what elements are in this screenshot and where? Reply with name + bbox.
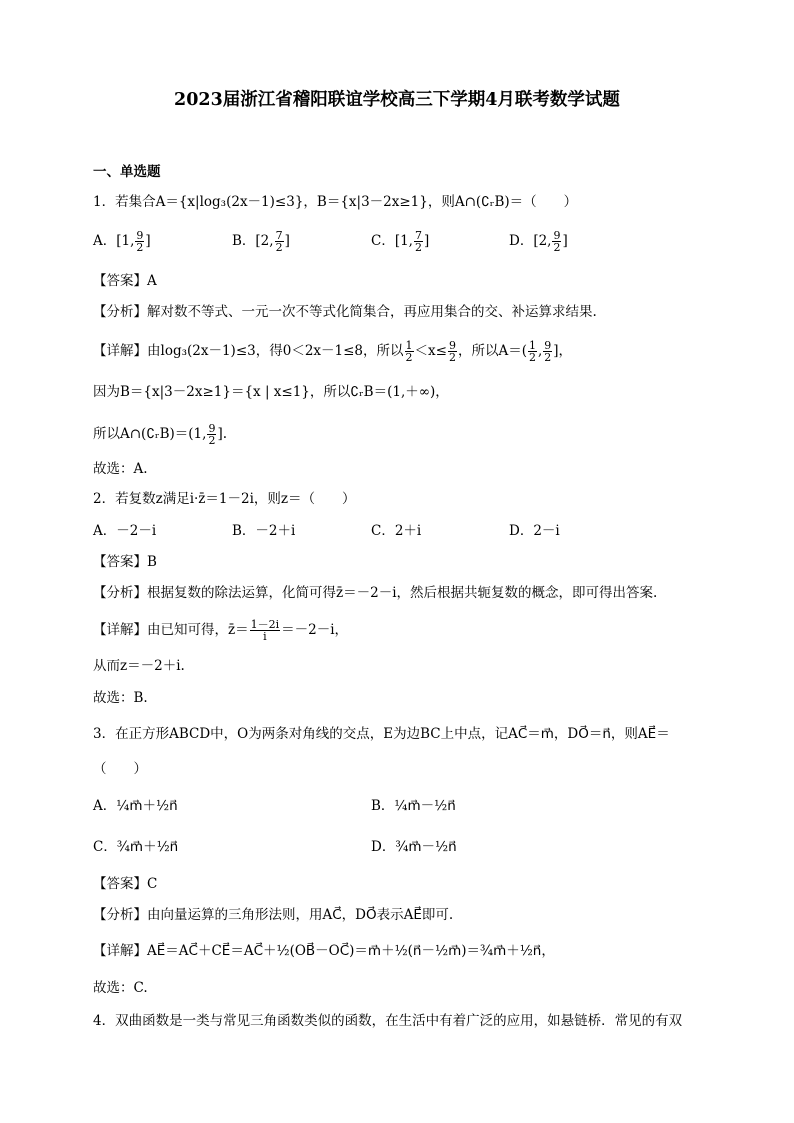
q2-detail-line-2: 从而z＝－2＋i. (93, 658, 185, 674)
q3-choice: 故选：C. (93, 980, 148, 996)
q1-option-d: D．[2, $\frac{9}{2}$ ] (509, 229, 568, 254)
section-heading: 一、单选题 (93, 164, 161, 180)
q2-option-a: A．－2－i (93, 523, 157, 539)
q1-option-a: A．[1, $\frac{9}{2}$ ] (93, 229, 151, 254)
q3-stem: 3．在正方形ABCD中，O为两条对角线的交点，E为边BC上中点，记AC⃗＝m⃗，DO⃗＝n⃗，则AE⃗＝ (93, 726, 670, 742)
q1-stem: 1．若集合A＝{x|log₃(2x－1)≤3}，B＝{x|3－2x≥1}，则A∩(∁ᵣB)＝（ ） (93, 194, 578, 210)
q2-detail-line-1: 【详解】由已知可得，z̄＝ $\frac{1-2i}{i}$ ＝－2－i， (93, 618, 349, 643)
page-title: 2023届浙江省稽阳联谊学校高三下学期4月联考数学试题 (174, 90, 620, 110)
q3-option-d: D．¾m⃗－½n⃗ (371, 839, 457, 855)
q2-stem: 2．若复数z满足i·z̄＝1－2i，则z＝（ ） (93, 491, 356, 507)
q2-option-c: C．2＋i (371, 523, 422, 539)
q1-choice: 故选：A. (93, 461, 148, 477)
q3-option-b: B．¼m⃗－½n⃗ (371, 798, 456, 814)
q1-answer: 【答案】A (93, 273, 157, 289)
q3-option-a: A．¼m⃗＋½n⃗ (93, 798, 178, 814)
q3-option-c: C．¾m⃗＋½n⃗ (93, 839, 179, 855)
q1-analysis: 【分析】解对数不等式、一元一次不等式化简集合，再应用集合的交、补运算求结果. (93, 304, 597, 320)
q1-option-b: B．[2, $\frac{7}{2}$ ] (232, 229, 290, 254)
q3-paren: （ ） (93, 761, 147, 777)
q3-answer: 【答案】C (93, 876, 158, 892)
q1-detail-line-1: 【详解】由log₃(2x－1)≤3，得0＜2x－1≤8，所以 $\frac{1}{2}$ ＜x≤ $\frac{9}{2}$ ，所以A＝( $\frac{1}{2}$ , $\frac{9}{2}$ ]， (93, 339, 573, 364)
q2-option-b: B．－2＋i (232, 523, 296, 539)
q2-choice: 故选：B. (93, 690, 148, 706)
q2-option-d: D．2－i (509, 523, 560, 539)
q3-detail: 【详解】AE⃗＝AC⃗＋CE⃗＝AC⃗＋½(OB⃗－OC⃗)＝m⃗＋½(n⃗－½m⃗)＝¾m⃗＋½n⃗， (93, 943, 555, 959)
q4-stem: 4．双曲函数是一类与常见三角函数类似的函数，在生活中有着广泛的应用，如悬链桥．常见的有双 (93, 1013, 683, 1029)
q1-option-c: C．[1, $\frac{7}{2}$ ] (371, 229, 430, 254)
q2-answer: 【答案】B (93, 554, 157, 570)
q1-detail-line-2: 因为B＝{x|3－2x≥1}＝{x | x≤1}，所以∁ᵣB＝(1,＋∞)， (93, 384, 449, 400)
q3-analysis: 【分析】由向量运算的三角形法则，用AC⃗，DO⃗表示AE⃗即可. (93, 907, 454, 923)
q1-detail-line-3: 所以A∩(∁ᵣB)＝(1, $\frac{9}{2}$ ]. (93, 422, 228, 447)
q2-analysis: 【分析】根据复数的除法运算，化简可得z̄＝－2－i，然后根据共轭复数的概念，即可得出答案. (93, 585, 658, 601)
